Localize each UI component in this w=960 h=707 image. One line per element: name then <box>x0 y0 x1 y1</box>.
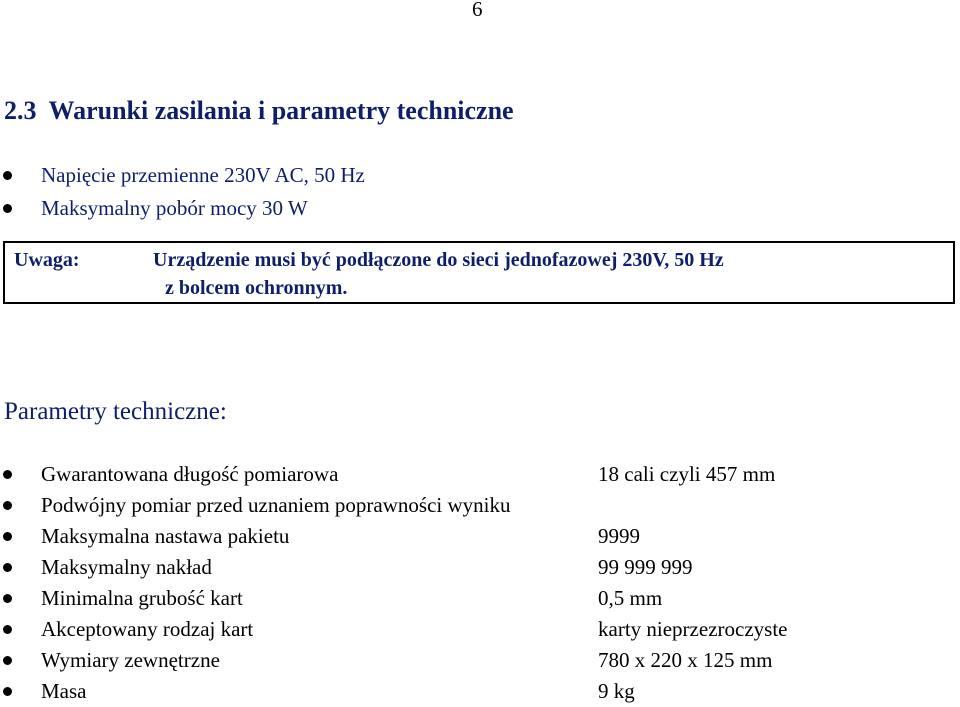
param-value: 18 cali czyli 457 mm <box>598 462 776 486</box>
bullet-icon <box>3 625 12 634</box>
param-value: karty nieprzezroczyste <box>598 617 788 641</box>
list-item <box>0 583 663 614</box>
param-label: Masa <box>41 679 87 703</box>
list-item <box>0 521 640 552</box>
section-title <box>4 96 514 126</box>
warning-text-line2: z bolcem ochronnym. <box>165 277 348 299</box>
bullet-icon <box>3 171 12 180</box>
param-label: Podwójny pomiar przed uznaniem poprawności wyniku <box>41 493 511 517</box>
param-value: 9 kg <box>598 679 635 703</box>
page-number: 6 <box>472 0 483 21</box>
param-label: Wymiary zewnętrzne <box>41 648 220 672</box>
list-item <box>0 490 511 521</box>
bullet-icon <box>3 563 12 572</box>
bullet-icon <box>3 656 12 665</box>
param-value: 9999 <box>598 524 640 548</box>
list-item <box>0 552 693 583</box>
power-list <box>0 161 365 227</box>
list-item <box>0 645 773 676</box>
power-item-consumption: Maksymalny pobór mocy 30 W <box>41 196 308 220</box>
bullet-icon <box>3 532 12 541</box>
list-item <box>0 614 788 645</box>
power-item-voltage: Napięcie przemienne 230V AC, 50 Hz <box>41 163 365 187</box>
warning-text-line1: Urządzenie musi być podłączone do sieci jednofazowej 230V, 50 Hz <box>153 249 724 271</box>
param-value: 0,5 mm <box>598 586 663 610</box>
param-label: Gwarantowana długość pomiarowa <box>41 462 339 486</box>
bullet-icon <box>3 470 12 479</box>
bullet-icon <box>3 204 12 213</box>
list-item <box>0 161 365 194</box>
param-label: Minimalna grubość kart <box>41 586 243 610</box>
warning-box <box>3 241 955 304</box>
list-item <box>0 676 635 707</box>
warning-label: Uwaga: <box>14 249 80 271</box>
params-list <box>0 459 788 707</box>
param-value: 99 999 999 <box>598 555 693 579</box>
params-heading: Parametry techniczne: <box>4 398 227 425</box>
list-item <box>0 459 776 490</box>
bullet-icon <box>3 501 12 510</box>
section-title-text: Warunki zasilania i parametry techniczne <box>48 96 514 125</box>
section-number: 2.3 <box>4 96 37 125</box>
param-value: 780 x 220 x 125 mm <box>598 648 773 672</box>
bullet-icon <box>3 687 12 696</box>
bullet-icon <box>3 594 12 603</box>
param-label: Maksymalny nakład <box>41 555 212 579</box>
list-item <box>0 194 365 227</box>
param-label: Maksymalna nastawa pakietu <box>41 524 290 548</box>
param-label: Akceptowany rodzaj kart <box>41 617 254 641</box>
